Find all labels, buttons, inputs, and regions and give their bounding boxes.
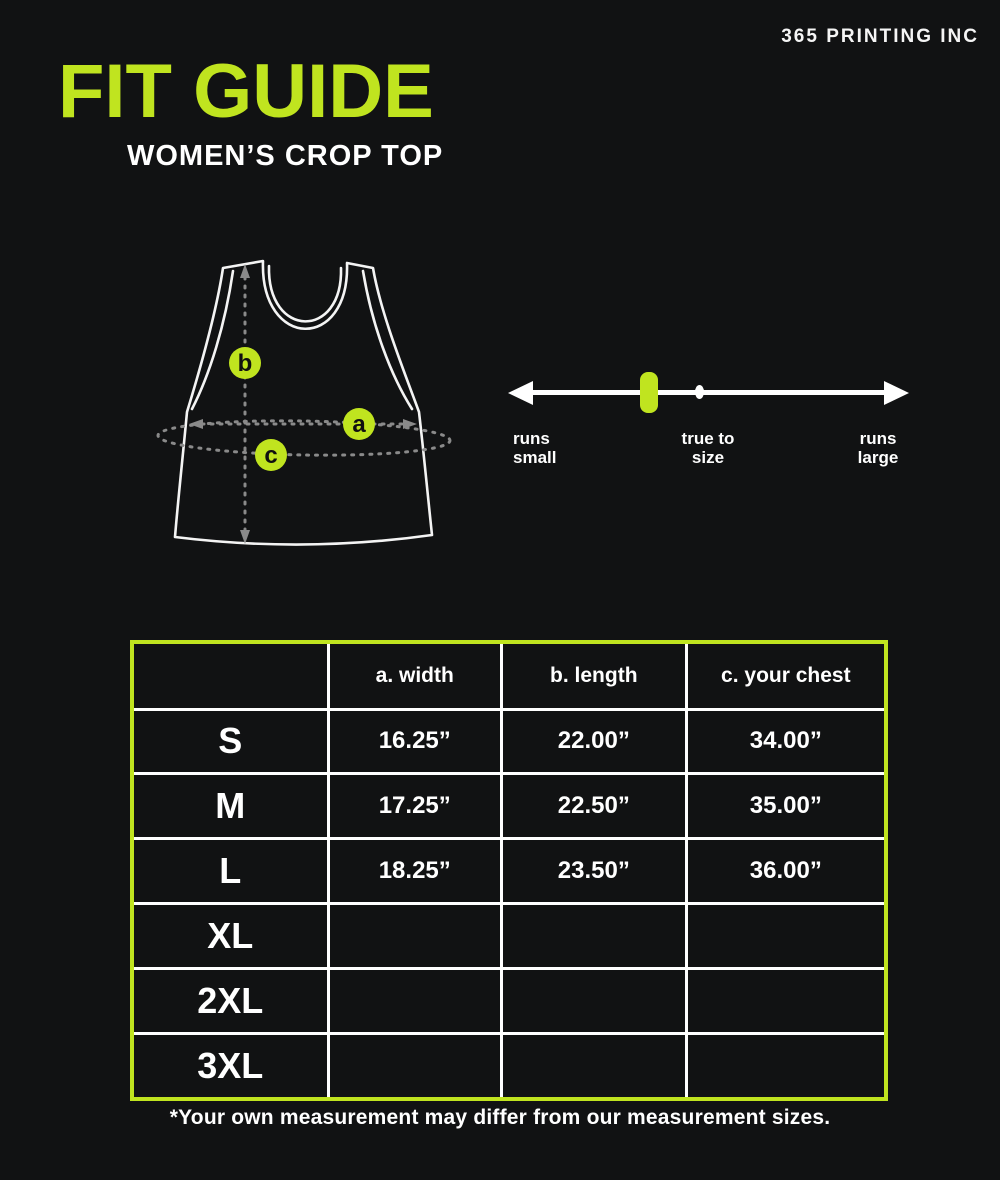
- header-width: a. width: [328, 642, 501, 709]
- scale-label-true-to-size: true to size: [681, 429, 735, 467]
- length-measure-line: [240, 264, 250, 544]
- scale-center-dot: [695, 385, 704, 399]
- badge-a-label: a: [352, 411, 366, 438]
- size-table: [130, 640, 888, 1101]
- chest-value: 36.00”: [686, 839, 886, 904]
- size-label: XL: [132, 904, 328, 969]
- size-label: S: [132, 709, 328, 774]
- width-value: 16.25”: [328, 709, 501, 774]
- width-value: [328, 969, 501, 1034]
- table-row-2xl: [132, 969, 886, 1034]
- table-row-xl: [132, 904, 886, 969]
- size-label: L: [132, 839, 328, 904]
- width-value: [328, 904, 501, 969]
- header-chest: c. your chest: [686, 642, 886, 709]
- fit-scale: [505, 368, 917, 480]
- scale-right-arrow-icon: [884, 381, 909, 405]
- header-size: [132, 642, 328, 709]
- chest-value: [686, 1033, 886, 1099]
- page-title: FIT GUIDE: [58, 49, 434, 134]
- header-length: b. length: [501, 642, 686, 709]
- size-table-container: [130, 640, 888, 1101]
- length-value: 22.00”: [501, 709, 686, 774]
- length-value: [501, 904, 686, 969]
- length-value: [501, 969, 686, 1034]
- length-value: 23.50”: [501, 839, 686, 904]
- scale-line: [529, 390, 885, 395]
- chest-value: [686, 969, 886, 1034]
- width-value: [328, 1033, 501, 1099]
- size-label: 2XL: [132, 969, 328, 1034]
- width-value: 17.25”: [328, 774, 501, 839]
- table-row-m: [132, 774, 886, 839]
- page-subtitle: WOMEN’S CROP TOP: [127, 140, 444, 172]
- measurement-disclaimer: *Your own measurement may differ from our measurement sizes.: [169, 1106, 831, 1129]
- table-row-3xl: [132, 1033, 886, 1099]
- length-value: 22.50”: [501, 774, 686, 839]
- badge-c-label: c: [264, 442, 278, 469]
- crop-top-outline-svg: [140, 240, 470, 570]
- table-row-l: [132, 839, 886, 904]
- size-label: 3XL: [132, 1033, 328, 1099]
- size-label: M: [132, 774, 328, 839]
- width-measure-line: [189, 419, 417, 429]
- garment-outline: [175, 261, 432, 545]
- width-value: 18.25”: [328, 839, 501, 904]
- brand-name: 365 PRINTING INC: [781, 26, 979, 47]
- fit-marker: [640, 372, 658, 413]
- chest-value: 35.00”: [686, 774, 886, 839]
- table-header-row: [132, 642, 886, 709]
- badge-b-label: b: [237, 350, 253, 377]
- scale-label-runs-small: runs small: [513, 429, 557, 467]
- length-value: [501, 1033, 686, 1099]
- chest-value: 34.00”: [686, 709, 886, 774]
- scale-label-runs-large: runs large: [857, 429, 899, 467]
- crop-top-diagram: [140, 240, 470, 570]
- table-row-s: [132, 709, 886, 774]
- chest-value: [686, 904, 886, 969]
- measure-badges: [229, 347, 375, 471]
